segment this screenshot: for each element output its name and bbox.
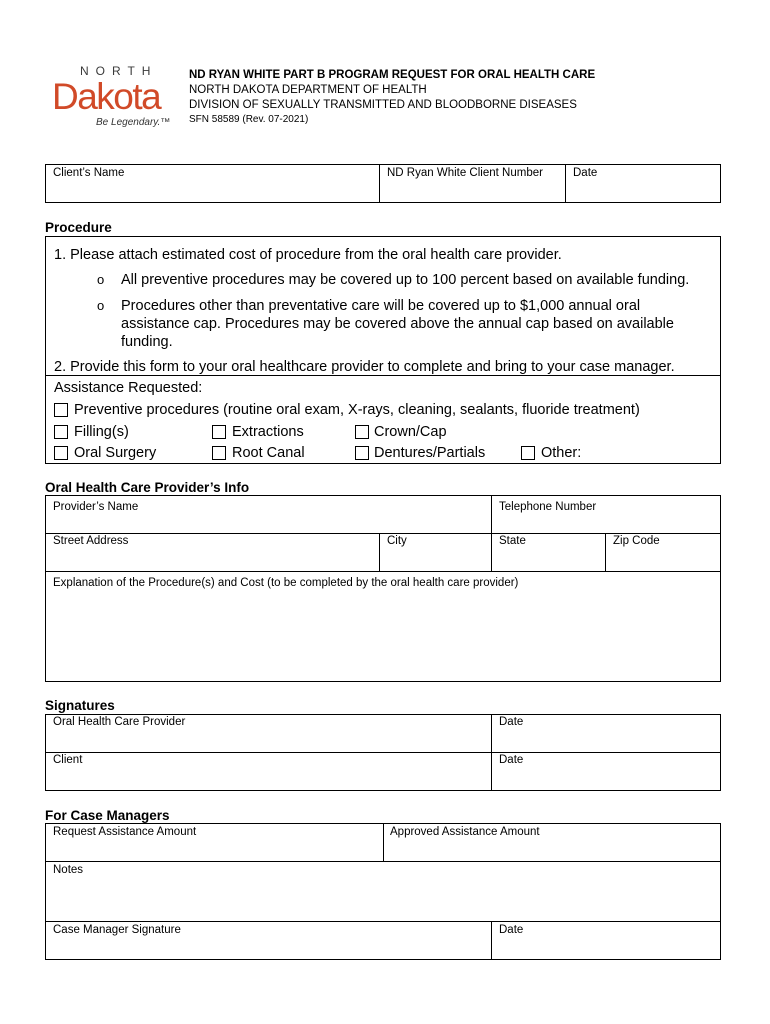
root-canal-label: Root Canal	[232, 445, 305, 461]
fillings-checkbox[interactable]	[54, 425, 68, 439]
form-number: SFN 58589 (Rev. 07-2021)	[189, 114, 309, 125]
case-manager-date-field[interactable]: Date	[499, 924, 524, 936]
preventive-checkbox[interactable]	[54, 403, 68, 417]
procedure-item-1: 1. Please attach estimated cost of procedure from the oral health care provider.	[54, 247, 562, 263]
approved-amount-field[interactable]: Approved Assistance Amount	[390, 826, 540, 838]
provider-signature-field[interactable]: Oral Health Care Provider	[53, 716, 186, 728]
logo-tagline: Be Legendary.™	[96, 117, 171, 128]
extractions-label: Extractions	[232, 424, 304, 440]
extractions-checkbox[interactable]	[212, 425, 226, 439]
other-checkbox[interactable]	[521, 446, 535, 460]
logo-dakota-text: Dakota	[52, 76, 161, 117]
bullet-1: o	[97, 272, 105, 287]
procedure-sub-2-line-2: assistance cap. Procedures may be covered above the annual cap based on available	[121, 316, 674, 332]
provider-signature-date-field[interactable]: Date	[499, 716, 524, 728]
client-number-field[interactable]: ND Ryan White Client Number	[387, 167, 543, 179]
provider-name-field[interactable]: Provider’s Name	[53, 501, 139, 513]
zip-code-field[interactable]: Zip Code	[613, 535, 660, 547]
dentures-label: Dentures/Partials	[374, 445, 486, 461]
case-managers-heading: For Case Managers	[45, 808, 170, 823]
procedure-item-2: 2. Provide this form to your oral healthcare provider to complete and bring to your case manager.	[54, 359, 675, 375]
procedure-sub-2-line-1: Procedures other than preventative care will be covered up to $1,000 annual oral	[121, 298, 641, 314]
telephone-field[interactable]: Telephone Number	[499, 501, 597, 513]
logo-north-text: NORTH	[80, 64, 158, 78]
explanation-field[interactable]: Explanation of the Procedure(s) and Cost (to be completed by the oral health care provider)	[53, 577, 519, 589]
signatures-heading: Signatures	[45, 698, 115, 713]
oral-surgery-label: Oral Surgery	[74, 445, 157, 461]
oral-surgery-checkbox[interactable]	[54, 446, 68, 460]
fillings-label: Filling(s)	[74, 424, 129, 440]
root-canal-checkbox[interactable]	[212, 446, 226, 460]
dentures-checkbox[interactable]	[355, 446, 369, 460]
form-title: ND RYAN WHITE PART B PROGRAM REQUEST FOR ORAL HEALTH CARE	[189, 69, 596, 81]
client-date-field[interactable]: Date	[573, 167, 598, 179]
client-signature-date-field[interactable]: Date	[499, 754, 524, 766]
city-field[interactable]: City	[387, 535, 407, 547]
bullet-2: o	[97, 298, 105, 313]
other-label: Other:	[541, 445, 582, 461]
department-name: NORTH DAKOTA DEPARTMENT OF HEALTH	[189, 84, 427, 96]
client-signature-field[interactable]: Client	[53, 754, 83, 766]
procedure-sub-2-line-3: funding.	[121, 334, 173, 350]
provider-info-heading: Oral Health Care Provider’s Info	[45, 480, 250, 495]
preventive-label: Preventive procedures (routine oral exam, X-rays, cleaning, sealants, fluoride treatment)	[74, 402, 640, 418]
street-address-field[interactable]: Street Address	[53, 535, 129, 547]
procedure-heading: Procedure	[45, 220, 112, 235]
client-name-field[interactable]: Client’s Name	[53, 167, 125, 179]
state-field[interactable]: State	[499, 535, 526, 547]
crown-checkbox[interactable]	[355, 425, 369, 439]
procedure-sub-1: All preventive procedures may be covered up to 100 percent based on available funding.	[121, 272, 690, 288]
assistance-requested-label: Assistance Requested:	[54, 380, 203, 396]
request-amount-field[interactable]: Request Assistance Amount	[53, 826, 197, 838]
division-name: DIVISION OF SEXUALLY TRANSMITTED AND BLOODBORNE DISEASES	[189, 99, 577, 111]
case-manager-signature-field[interactable]: Case Manager Signature	[53, 924, 181, 936]
notes-field[interactable]: Notes	[53, 864, 84, 876]
crown-label: Crown/Cap	[374, 424, 447, 440]
client-info-box	[45, 164, 721, 203]
